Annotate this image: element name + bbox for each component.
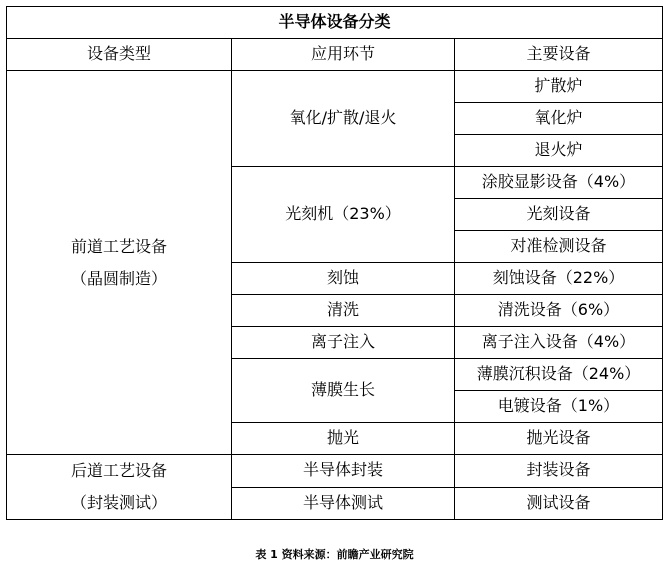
header-main-equipment: 主要设备 [455,39,663,71]
category-name: 后道工艺设备 [70,461,167,480]
category-name: 前道工艺设备 [70,236,167,256]
device-cell: 刻蚀设备（22%） [455,263,663,295]
device-cell: 离子注入设备（4%） [455,327,663,359]
device-cell: 退火炉 [455,135,663,167]
device-cell: 涂胶显影设备（4%） [455,167,663,199]
stage-cell: 抛光 [232,423,455,455]
stage-cell: 光刻机（23%） [232,167,455,263]
category-note: （晶圆制造） [70,268,167,288]
table-row [7,455,663,488]
equipment-classification-table [6,6,663,520]
stage-cell: 半导体测试 [232,487,455,520]
category-back-end [7,455,232,520]
category-front-end [7,71,232,455]
table-title: 半导体设备分类 [7,7,663,39]
device-cell: 封装设备 [455,455,663,488]
stage-cell: 清洗 [232,295,455,327]
header-application-stage: 应用环节 [232,39,455,71]
table-row [7,71,663,103]
table-caption: 表 1 资料来源：前瞻产业研究院 [255,548,414,561]
device-cell: 光刻设备 [455,199,663,231]
stage-cell: 半导体封装 [232,455,455,488]
device-cell: 薄膜沉积设备（24%） [455,359,663,391]
header-device-type: 设备类型 [7,39,232,71]
device-cell: 对准检测设备 [455,231,663,263]
device-cell: 扩散炉 [455,71,663,103]
device-cell: 抛光设备 [455,423,663,455]
device-cell: 清洗设备（6%） [455,295,663,327]
device-cell: 电镀设备（1%） [455,391,663,423]
stage-cell: 氧化/扩散/退火 [232,71,455,167]
stage-cell: 离子注入 [232,327,455,359]
stage-cell: 刻蚀 [232,263,455,295]
stage-cell: 薄膜生长 [232,359,455,423]
device-cell: 测试设备 [455,487,663,520]
category-note: （封装测试） [70,493,167,512]
device-cell: 氧化炉 [455,103,663,135]
